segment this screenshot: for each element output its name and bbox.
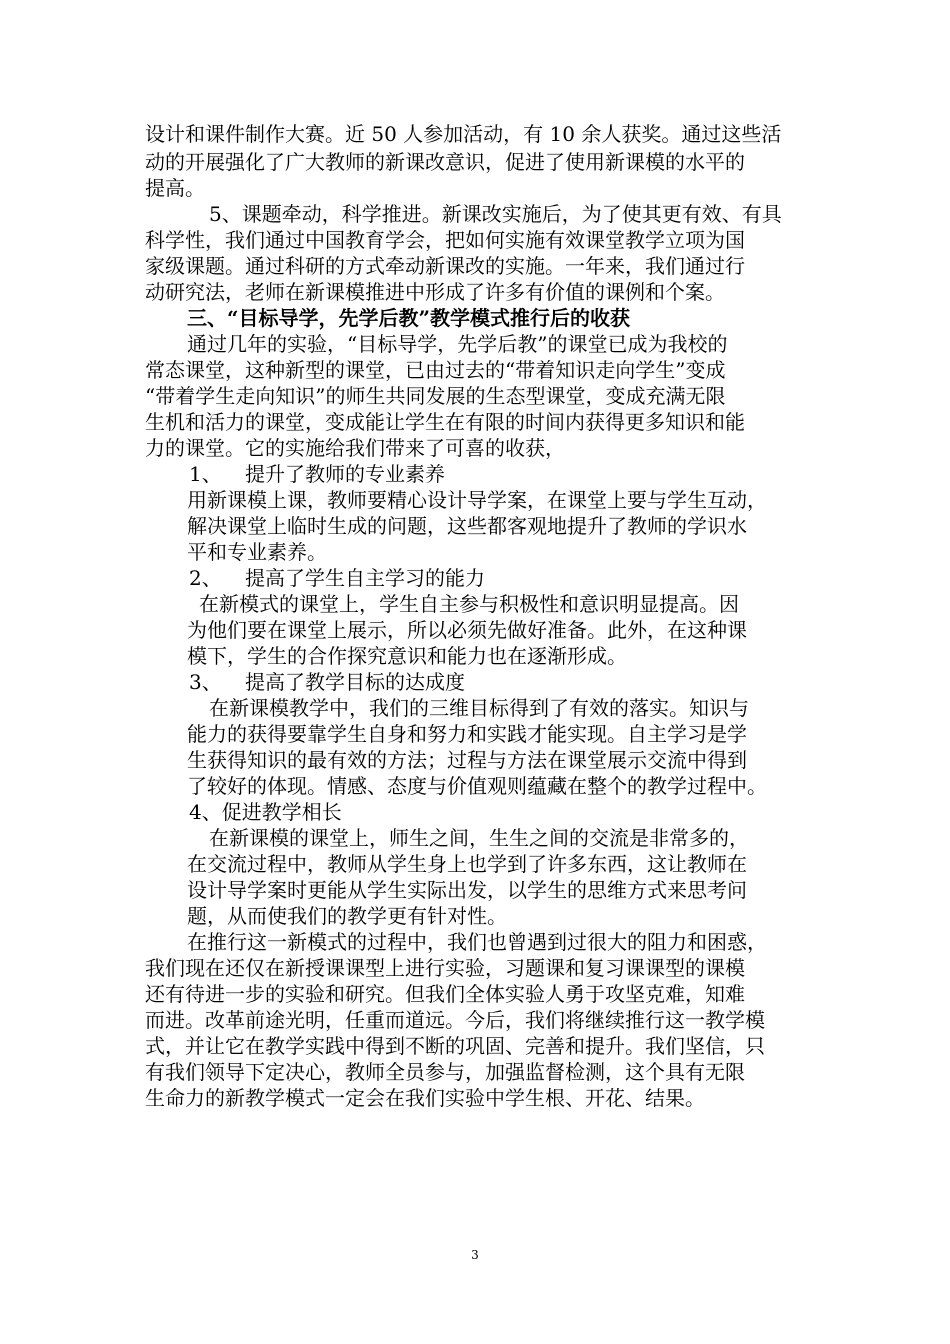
page-number: 3 xyxy=(471,1248,479,1262)
paragraph-line: 设计导学案时更能从学生实际出发，以学生的思维方式来思考问 xyxy=(187,878,747,902)
paragraph-line: 用新课模上课，教师要精心设计导学案，在课堂上要与学生互动， xyxy=(187,488,767,512)
numbered-item-heading xyxy=(189,461,869,487)
paragraph-line: 解决课堂上临时生成的问题，这些都客观地提升了教师的学识水 xyxy=(187,514,747,538)
section-heading: 三、“目标导学，先学后教”教学模式推行后的收获 xyxy=(187,306,631,330)
paragraph-line: 在推行这一新模式的过程中，我们也曾遇到过很大的阻力和困惑， xyxy=(187,930,767,954)
numbered-item-heading xyxy=(189,565,869,591)
paragraph-line: 在新课模教学中，我们的三维目标得到了有效的落实。知识与 xyxy=(209,696,749,720)
paragraph-line: 有我们领导下定决心，教师全员参与，加强监督检测，这个具有无限 xyxy=(145,1060,745,1084)
paragraph-line: 能力的获得要靠学生自身和努力和实践才能实现。自主学习是学 xyxy=(187,722,747,746)
paragraph-line: 还有待进一步的实验和研究。但我们全体实验人勇于攻坚克难，知难 xyxy=(145,982,745,1006)
item-title: 提高了学生自主学习的能力 xyxy=(245,566,485,590)
paragraph-line: “带着学生走向知识”的师生共同发展的生态型课堂，变成充满无限 xyxy=(145,384,726,408)
paragraph-line: 常态课堂，这种新型的课堂，已由过去的“带着知识走向学生”变成 xyxy=(145,358,726,382)
paragraph-line: 我们现在还仅在新授课课型上进行实验，习题课和复习课课型的课模 xyxy=(145,956,745,980)
paragraph-line: 在新课模的课堂上，师生之间，生生之间的交流是非常多的， xyxy=(209,826,749,850)
paragraph-line: 家级课题。通过科研的方式牵动新课改的实施。一年来，我们通过行 xyxy=(145,254,745,278)
paragraph-line: 在新模式的课堂上，学生自主参与积极性和意识明显提高。因 xyxy=(199,592,739,616)
item-number: 2、 xyxy=(189,566,222,590)
paragraph-line: 生获得知识的最有效的方法；过程与方法在课堂展示交流中得到 xyxy=(187,748,747,772)
paragraph-line: 提高。 xyxy=(145,176,205,200)
paragraph-line: 题，从而使我们的教学更有针对性。 xyxy=(187,904,507,928)
paragraph-line: 平和专业素养。 xyxy=(187,540,327,564)
paragraph-line: 力的课堂。它的实施给我们带来了可喜的收获， xyxy=(145,436,565,460)
item-title: 提升了教师的专业素养 xyxy=(245,462,445,486)
paragraph-line: 生机和活力的课堂，变成能让学生在有限的时间内获得更多知识和能 xyxy=(145,410,745,434)
paragraph-line: 而进。改革前途光明，任重而道远。今后，我们将继续推行这一教学模 xyxy=(145,1008,765,1032)
paragraph-line: 5、课题牵动，科学推进。新课改实施后，为了使其更有效、有具 xyxy=(209,202,782,226)
paragraph-line: 动的开展强化了广大教师的新课改意识，促进了使用新课模的水平的 xyxy=(145,150,745,174)
item-title: 提高了教学目标的达成度 xyxy=(245,670,465,694)
numbered-item-heading: 4、促进教学相长 xyxy=(189,800,342,824)
item-number: 3、 xyxy=(189,670,222,694)
paragraph-line: 设计和课件制作大赛。近 50 人参加活动，有 10 余人获奖。通过这些活 xyxy=(145,122,782,146)
paragraph-line: 为他们要在课堂上展示，所以必须先做好准备。此外，在这种课 xyxy=(187,618,747,642)
paragraph-line: 动研究法，老师在新课模推进中形成了许多有价值的课例和个案。 xyxy=(145,280,725,304)
paragraph-line: 科学性，我们通过中国教育学会，把如何实施有效课堂教学立项为国 xyxy=(145,228,745,252)
paragraph-line: 通过几年的实验，“目标导学，先学后教”的课堂已成为我校的 xyxy=(187,332,728,356)
paragraph-line: 了较好的体现。情感、态度与价值观则蕴藏在整个的教学过程中。 xyxy=(187,774,767,798)
paragraph-line: 生命力的新教学模式一定会在我们实验中学生根、开花、结果。 xyxy=(145,1086,705,1110)
numbered-item-heading xyxy=(189,669,869,695)
item-number: 1、 xyxy=(189,462,222,486)
paragraph-line: 模下，学生的合作探究意识和能力也在逐渐形成。 xyxy=(187,644,627,668)
paragraph-line: 式，并让它在教学实践中得到不断的巩固、完善和提升。我们坚信，只 xyxy=(145,1034,765,1058)
paragraph-line: 在交流过程中，教师从学生身上也学到了许多东西，这让教师在 xyxy=(187,852,747,876)
